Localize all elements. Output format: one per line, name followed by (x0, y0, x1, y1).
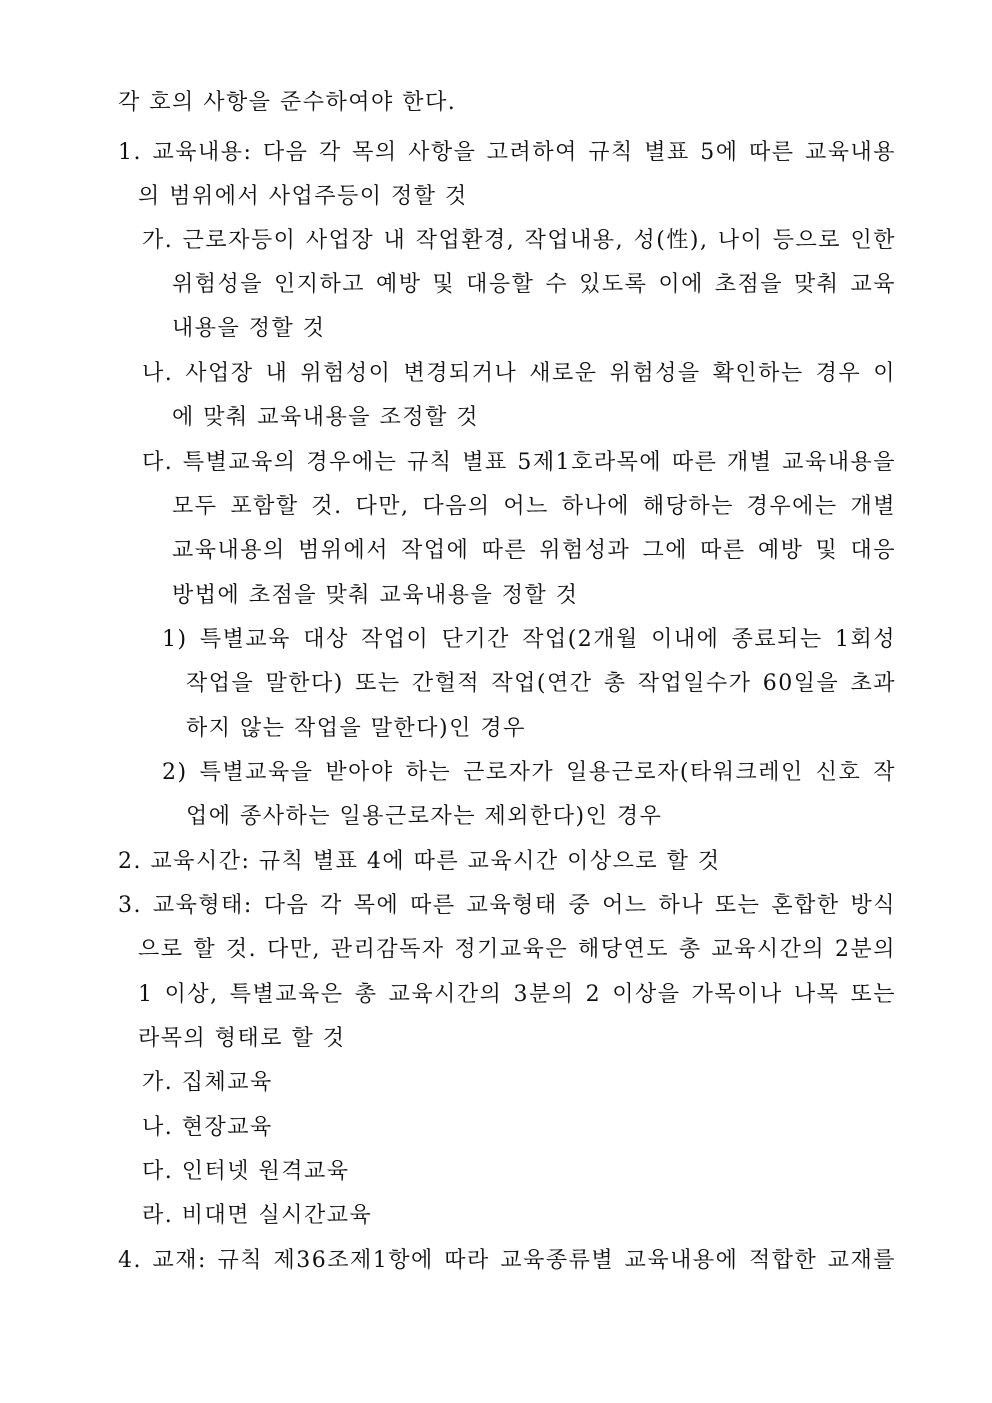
text-line (0, 669, 992, 699)
text-line-content: 업에 종사하는 일용근로자는 제외한다)인 경우 (186, 804, 663, 829)
text-line-content: 교육내용의 범위에서 작업에 따른 위험성과 그에 따른 예방 및 대응 (172, 538, 896, 563)
text-line-content: 위험성을 인지하고 예방 및 대응할 수 있도록 이에 초점을 맞춰 교육 (172, 272, 896, 297)
text-line (0, 359, 992, 389)
text-line-content: 가. 집체교육 (142, 1070, 273, 1095)
text-line-content: 3. 교육형태: 다음 각 목에 따른 교육형태 중 어느 하나 또는 혼합한 방식 (118, 893, 896, 918)
text-line (0, 891, 992, 921)
text-line (0, 758, 992, 788)
text-line (0, 403, 992, 433)
text-line-content: 다. 인터넷 원격교육 (142, 1159, 350, 1184)
text-line-content: 4. 교재: 규칙 제36조제1항에 따라 교육종류별 교육내용에 적합한 교재를 (118, 1248, 896, 1273)
text-line-content: 2. 교육시간: 규칙 별표 4에 따른 교육시간 이상으로 할 것 (118, 849, 721, 874)
text-line-content: 하지 않는 작업을 말한다)인 경우 (186, 716, 526, 741)
text-line (0, 270, 992, 300)
text-line-content: 방법에 초점을 맞춰 교육내용을 정할 것 (172, 583, 579, 608)
text-line (0, 182, 992, 212)
text-line-content: 각 호의 사항을 준수하여야 한다. (118, 90, 457, 115)
text-line (0, 1113, 992, 1143)
text-line (0, 581, 992, 611)
text-line (0, 536, 992, 566)
text-line-content: 다. 특별교육의 경우에는 규칙 별표 5제1호라목에 따른 개별 교육내용을 (142, 450, 896, 475)
text-line-content: 나. 사업장 내 위험성이 변경되거나 새로운 위험성을 확인하는 경우 이 (142, 361, 896, 386)
text-line (0, 980, 992, 1010)
text-line (0, 1201, 992, 1231)
text-line (0, 935, 992, 965)
text-line (0, 492, 992, 522)
text-line (0, 1246, 992, 1276)
text-line (0, 138, 992, 168)
text-line (0, 1157, 992, 1187)
text-line (0, 88, 992, 118)
text-line (0, 714, 992, 744)
text-line (0, 1024, 992, 1054)
text-line (0, 448, 992, 478)
text-line-content: 2) 특별교육을 받아야 하는 근로자가 일용근로자(타워크레인 신호 작 (162, 760, 896, 785)
text-line-content: 나. 현장교육 (142, 1115, 273, 1140)
text-line-content: 1. 교육내용: 다음 각 목의 사항을 고려하여 규칙 별표 5에 따른 교육내용 (118, 140, 896, 165)
text-line-content: 모두 포함할 것. 다만, 다음의 어느 하나에 해당하는 경우에는 개별 (172, 494, 896, 519)
text-line (0, 1068, 992, 1098)
text-line-content: 라목의 형태로 할 것 (138, 1026, 346, 1051)
text-line (0, 802, 992, 832)
text-line-content: 라. 비대면 실시간교육 (142, 1203, 373, 1228)
text-line-content: 으로 할 것. 다만, 관리감독자 정기교육은 해당연도 총 교육시간의 2분의 (138, 937, 896, 962)
text-line (0, 314, 992, 344)
text-line-content: 1) 특별교육 대상 작업이 단기간 작업(2개월 이내에 종료되는 1회성 (162, 627, 896, 652)
text-line (0, 847, 992, 877)
text-line-content: 에 맞춰 교육내용을 조정할 것 (172, 405, 479, 430)
text-line-content: 의 범위에서 사업주등이 정할 것 (138, 184, 468, 209)
text-line-content: 내용을 정할 것 (172, 316, 326, 341)
text-line-content: 가. 근로자등이 사업장 내 작업환경, 작업내용, 성(性), 나이 등으로 인한 (142, 228, 896, 253)
text-line (0, 625, 992, 655)
text-line-content: 작업을 말한다) 또는 간헐적 작업(연간 총 작업일수가 60일을 초과 (186, 671, 896, 696)
text-line (0, 226, 992, 256)
text-line-content: 1 이상, 특별교육은 총 교육시간의 3분의 2 이상을 가목이나 나목 또는 (138, 982, 896, 1007)
